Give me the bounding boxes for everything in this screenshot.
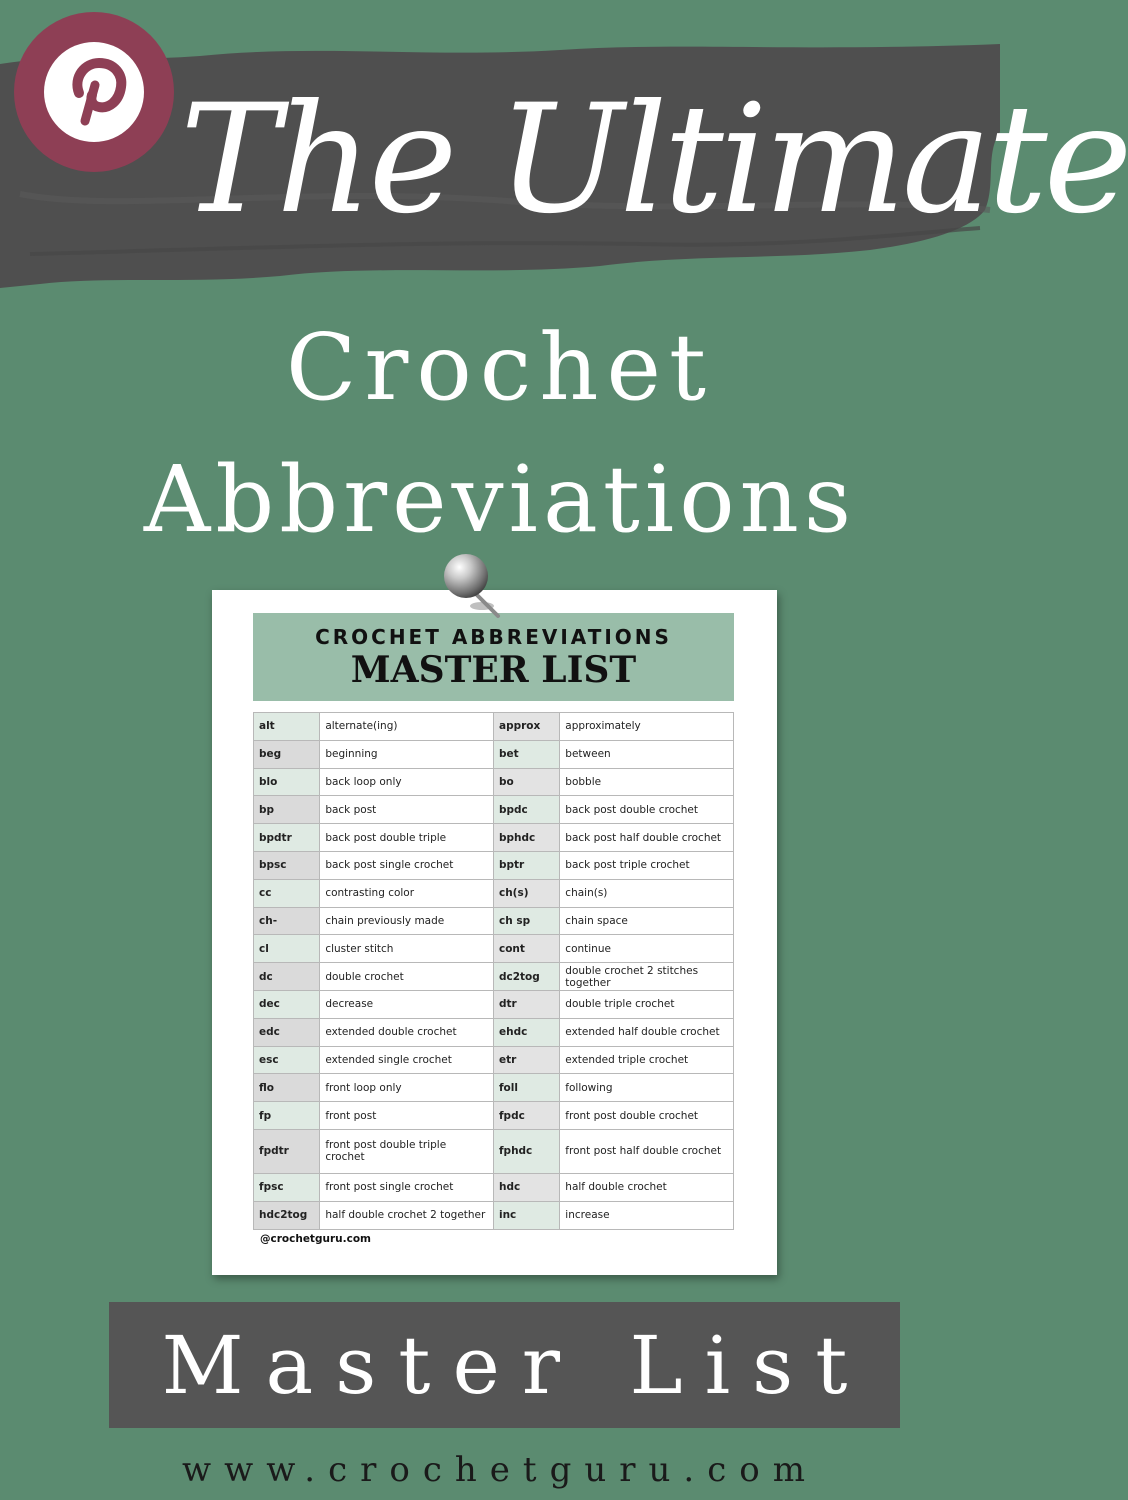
abbreviation-cell: dc — [254, 963, 320, 991]
meaning-cell: back loop only — [320, 768, 494, 796]
meaning-cell: half double crochet 2 together — [320, 1201, 494, 1229]
headline-abbreviations: Abbreviations — [143, 446, 857, 553]
abbreviation-cell: cont — [493, 935, 559, 963]
abbreviation-cell: bpdc — [493, 796, 559, 824]
abbreviation-cell: dtr — [493, 990, 559, 1018]
abbreviation-cell: fpsc — [254, 1173, 320, 1201]
abbreviation-cell: foll — [493, 1074, 559, 1102]
meaning-cell: between — [560, 740, 734, 768]
abbreviation-cell: bo — [493, 768, 559, 796]
meaning-cell: extended single crochet — [320, 1046, 494, 1074]
sheet-credit: @crochetguru.com — [260, 1233, 371, 1245]
table-row — [254, 824, 734, 852]
abbreviation-cell: bpsc — [254, 851, 320, 879]
abbreviation-cell: bphdc — [493, 824, 559, 852]
meaning-cell: front post — [320, 1102, 494, 1130]
abbreviations-sheet — [212, 590, 777, 1275]
table-row — [254, 851, 734, 879]
meaning-cell: double crochet — [320, 963, 494, 991]
meaning-cell: front post single crochet — [320, 1173, 494, 1201]
abbreviation-cell: ehdc — [493, 1018, 559, 1046]
pinterest-icon — [44, 42, 144, 142]
meaning-cell: back post — [320, 796, 494, 824]
abbreviation-cell: flo — [254, 1074, 320, 1102]
meaning-cell: front post double crochet — [560, 1102, 734, 1130]
abbreviation-cell: bptr — [493, 851, 559, 879]
abbreviation-cell: edc — [254, 1018, 320, 1046]
table-row — [254, 1046, 734, 1074]
abbreviation-cell: ch sp — [493, 907, 559, 935]
abbreviation-cell: bp — [254, 796, 320, 824]
master-list-banner — [109, 1302, 900, 1428]
abbreviation-cell: cc — [254, 879, 320, 907]
meaning-cell: increase — [560, 1201, 734, 1229]
abbreviations-table — [253, 712, 734, 1230]
table-row — [254, 740, 734, 768]
abbreviation-cell: ch- — [254, 907, 320, 935]
table-row — [254, 1201, 734, 1229]
table-row — [254, 1129, 734, 1173]
abbreviation-cell: beg — [254, 740, 320, 768]
meaning-cell: back post double crochet — [560, 796, 734, 824]
meaning-cell: chain(s) — [560, 879, 734, 907]
meaning-cell: back post double triple — [320, 824, 494, 852]
abbreviation-cell: hdc2tog — [254, 1201, 320, 1229]
pushpin-icon — [436, 548, 516, 628]
meaning-cell: extended half double crochet — [560, 1018, 734, 1046]
meaning-cell: front loop only — [320, 1074, 494, 1102]
meaning-cell: approximately — [560, 713, 734, 741]
abbreviation-cell: dec — [254, 990, 320, 1018]
meaning-cell: back post half double crochet — [560, 824, 734, 852]
meaning-cell: chain space — [560, 907, 734, 935]
table-row — [254, 713, 734, 741]
table-row — [254, 1074, 734, 1102]
sheet-header-top: CROCHET ABBREVIATIONS — [315, 625, 672, 649]
meaning-cell: chain previously made — [320, 907, 494, 935]
meaning-cell: back post triple crochet — [560, 851, 734, 879]
abbreviation-cell: approx — [493, 713, 559, 741]
abbreviation-cell: hdc — [493, 1173, 559, 1201]
pinterest-logo[interactable] — [14, 12, 174, 172]
meaning-cell: decrease — [320, 990, 494, 1018]
table-row — [254, 1018, 734, 1046]
table-row — [254, 796, 734, 824]
meaning-cell: following — [560, 1074, 734, 1102]
website-url[interactable]: www.crochetguru.com — [182, 1450, 818, 1490]
meaning-cell: front post double triple crochet — [320, 1129, 494, 1173]
meaning-cell: contrasting color — [320, 879, 494, 907]
abbreviation-cell: fphdc — [493, 1129, 559, 1173]
table-row — [254, 935, 734, 963]
abbreviation-cell: alt — [254, 713, 320, 741]
meaning-cell: alternate(ing) — [320, 713, 494, 741]
meaning-cell: extended triple crochet — [560, 1046, 734, 1074]
table-row — [254, 879, 734, 907]
meaning-cell: continue — [560, 935, 734, 963]
abbreviation-cell: ch(s) — [493, 879, 559, 907]
meaning-cell: double crochet 2 stitches together — [560, 963, 734, 991]
meaning-cell: beginning — [320, 740, 494, 768]
abbreviation-cell: inc — [493, 1201, 559, 1229]
meaning-cell: cluster stitch — [320, 935, 494, 963]
script-title: The Ultimate — [180, 73, 1128, 247]
meaning-cell: front post half double crochet — [560, 1129, 734, 1173]
abbreviation-cell: fpdtr — [254, 1129, 320, 1173]
abbreviation-cell: cl — [254, 935, 320, 963]
abbreviation-cell: dc2tog — [493, 963, 559, 991]
meaning-cell: back post single crochet — [320, 851, 494, 879]
table-row — [254, 1102, 734, 1130]
table-row — [254, 768, 734, 796]
table-row — [254, 907, 734, 935]
meaning-cell: extended double crochet — [320, 1018, 494, 1046]
meaning-cell: half double crochet — [560, 1173, 734, 1201]
abbreviation-cell: etr — [493, 1046, 559, 1074]
abbreviation-cell: fpdc — [493, 1102, 559, 1130]
table-row — [254, 1173, 734, 1201]
table-row — [254, 963, 734, 991]
master-list-text: Master List — [161, 1318, 870, 1412]
abbreviation-cell: esc — [254, 1046, 320, 1074]
headline-crochet: Crochet — [286, 314, 714, 421]
abbreviation-cell: fp — [254, 1102, 320, 1130]
table-row — [254, 990, 734, 1018]
abbreviation-cell: bet — [493, 740, 559, 768]
sheet-header-main: MASTER LIST — [350, 649, 637, 691]
abbreviation-cell: bpdtr — [254, 824, 320, 852]
abbreviation-cell: blo — [254, 768, 320, 796]
meaning-cell: double triple crochet — [560, 990, 734, 1018]
meaning-cell: bobble — [560, 768, 734, 796]
